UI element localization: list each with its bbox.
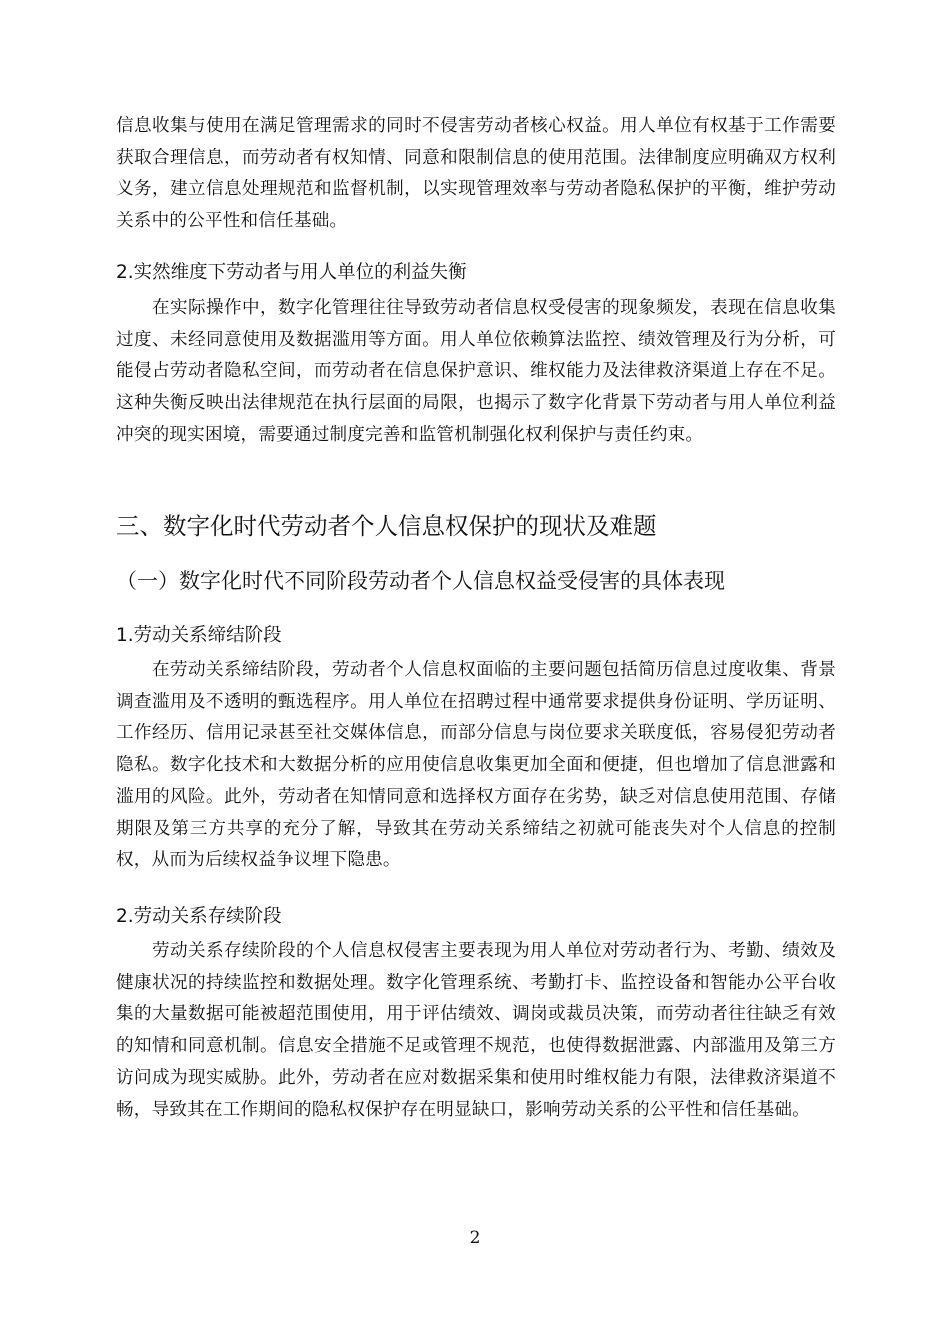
subsection-title-one: （一）数字化时代不同阶段劳动者个人信息权益受侵害的具体表现	[116, 569, 725, 593]
heading-contract-formation-stage: 1.劳动关系缔结阶段	[116, 625, 282, 646]
section-title-three: 三、数字化时代劳动者个人信息权保护的现状及难题	[116, 512, 657, 540]
heading-employment-duration-stage: 2.劳动关系存续阶段	[116, 906, 282, 927]
paragraph-balance-of-interests: 信息收集与使用在满足管理需求的同时不侵害劳动者核心权益。用人单位有权基于工作需要获取合理信息，而劳动者有权知情、同意和限制信息的使用范围。法律制度应明确双方权利义务，建立信息处理规范和监督机制，以实现管理效率与劳动者隐私保护的平衡，维护劳动关系中的公平性和信任基础。	[116, 116, 836, 232]
page-number: 2	[469, 1228, 481, 1248]
paragraph-employment-duration-stage: 劳动关系存续阶段的个人信息权侵害主要表现为用人单位对劳动者行为、考勤、绩效及健康状况的持续监控和数据处理。数字化管理系统、考勤打卡、监控设备和智能办公平台收集的大量数据可能被超范围使用，用于评估绩效、调岗或裁员决策，而劳动者往往缺乏有效的知情和同意机制。信息安全措施不足或管理不规范，也使得数据泄露、内部滥用及第三方访问成为现实威胁。此外，劳动者在应对数据采集和使用时维权能力有限，法律救济渠道不畅，导致其在工作期间的隐私权保护存在明显缺口，影响劳动关系的公平性和信任基础。	[116, 941, 836, 1120]
heading-interest-imbalance: 2.实然维度下劳动者与用人单位的利益失衡	[116, 262, 467, 283]
paragraph-interest-imbalance: 在实际操作中，数字化管理往往导致劳动者信息权受侵害的现象频发，表现在信息收集过度、未经同意使用及数据滥用等方面。用人单位依赖算法监控、绩效管理及行为分析，可能侵占劳动者隐私空间，而劳动者在信息保护意识、维权能力及法律救济渠道上存在不足。这种失衡反映出法律规范在执行层面的局限，也揭示了数字化背景下劳动者与用人单位利益冲突的现实困境，需要通过制度完善和监管机制强化权利保护与责任约束。	[116, 298, 836, 445]
paragraph-contract-formation-stage: 在劳动关系缔结阶段，劳动者个人信息权面临的主要问题包括简历信息过度收集、背景调查滥用及不透明的甄选程序。用人单位在招聘过程中通常要求提供身份证明、学历证明、工作经历、信用记录甚至社交媒体信息，而部分信息与岗位要求关联度低，容易侵犯劳动者隐私。数字化技术和大数据分析的应用使信息收集更加全面和便捷，但也增加了信息泄露和滥用的风险。此外，劳动者在知情同意和选择权方面存在劣势，缺乏对信息使用范围、存储期限及第三方共享的充分了解，导致其在劳动关系缔结之初就可能丧失对个人信息的控制权，从而为后续权益争议埋下隐患。	[116, 660, 836, 871]
